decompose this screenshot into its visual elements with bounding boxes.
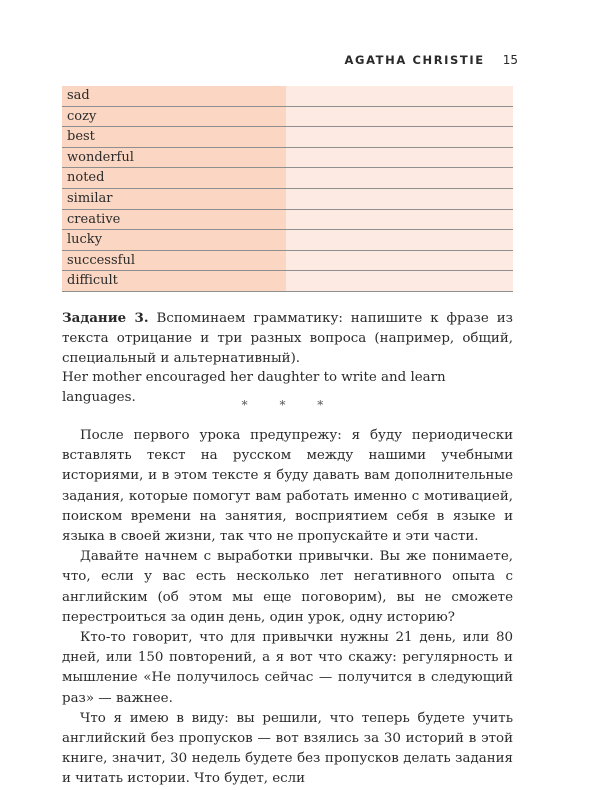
answer-cell[interactable] <box>286 86 513 107</box>
answer-cell[interactable] <box>286 127 513 148</box>
word-cell: wonderful <box>62 148 286 169</box>
word-cell: successful <box>62 251 286 272</box>
task-text: Вспоминаем грамматику: напишите к фразе из текста отрицание и три разных вопроса (например, общий, специальный и альтернативный). <box>62 311 513 367</box>
section-separator: * * * <box>241 398 334 412</box>
answer-cell[interactable] <box>286 271 513 292</box>
table-row <box>62 86 513 107</box>
table-row <box>62 168 513 189</box>
word-cell: noted <box>62 168 286 189</box>
task-paragraph <box>62 308 513 370</box>
answer-cell[interactable] <box>286 189 513 210</box>
table-row <box>62 230 513 251</box>
example-sentence: Her mother encouraged her daughter to write and learn languages. <box>62 370 446 406</box>
answer-cell[interactable] <box>286 210 513 231</box>
word-cell: similar <box>62 189 286 210</box>
word-cell: best <box>62 127 286 148</box>
answer-cell[interactable] <box>286 107 513 128</box>
paragraph: Давайте начнем с выработки привычки. Вы же понимаете, что, если у вас есть несколько лет негативного опыта с английским (об этом мы еще поговорим), вы не сможете перестроиться за один день, один урок, одну историю? <box>62 549 513 625</box>
answer-cell[interactable] <box>286 168 513 189</box>
word-cell: difficult <box>62 271 286 292</box>
table-row <box>62 189 513 210</box>
vocabulary-table <box>62 86 513 292</box>
paragraph: Что я имею в виду: вы решили, что теперь будете учить английский без пропусков — вот взялись за 30 историй в этой книге, значит, 30 недель будете без пропусков делать задания и читать истории. Что будет, если <box>62 710 513 787</box>
running-title: AGATHA CHRISTIE <box>344 53 485 67</box>
task-label: Задание 3. <box>62 310 149 326</box>
table-row <box>62 127 513 148</box>
table-row <box>62 271 513 292</box>
answer-cell[interactable] <box>286 148 513 169</box>
body-text <box>62 426 513 790</box>
page-number: 15 <box>502 53 518 67</box>
word-cell: creative <box>62 210 286 231</box>
answer-cell[interactable] <box>286 251 513 272</box>
table-row <box>62 210 513 231</box>
running-header <box>345 53 518 67</box>
table-row <box>62 107 513 128</box>
word-cell: lucky <box>62 230 286 251</box>
table-row <box>62 251 513 272</box>
table-row <box>62 148 513 169</box>
word-cell: sad <box>62 86 286 107</box>
word-cell: cozy <box>62 107 286 128</box>
answer-cell[interactable] <box>286 230 513 251</box>
paragraph: Кто-то говорит, что для привычки нужны 21 день, или 80 дней, или 150 повторений, а я вот что скажу: регулярность и мышление «Не получилось сейчас — получится в следующий раз» — важнее. <box>62 630 513 706</box>
paragraph: После первого урока предупрежу: я буду периодически вставлять текст на русском между нашими учебными историями, и в этом тексте я буду давать вам дополнительные задания, которые помогут вам работать именно с мотивацией, поиском времени на занятия, восприятием себя в языке и языка в своей жизни, так что не пропускайте и эти части. <box>62 428 513 545</box>
